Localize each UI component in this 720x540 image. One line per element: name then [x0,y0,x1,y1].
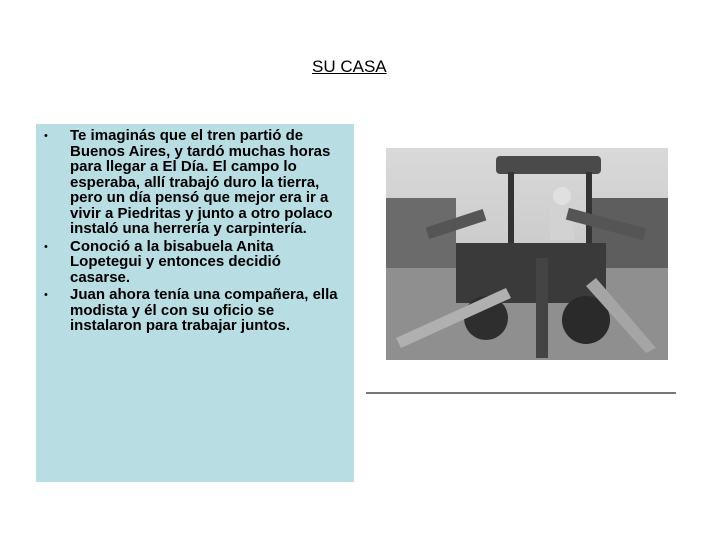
vintage-photo [386,148,668,360]
photo-canopy [496,156,601,174]
photo-underline [366,392,676,394]
bullet-item [36,239,354,286]
photo-frame [366,128,676,394]
slide-title: SU CASA [312,57,387,76]
bullet-text: Juan ahora tenía una compañera, ella modista y él con su oficio se instalaron para trabajar juntos. [70,286,338,334]
bullet-dot: • [44,289,48,301]
photo-person-head [553,187,571,205]
photo-machine-body [456,243,606,303]
text-panel [36,124,354,482]
bullet-text: Conoció a la bisabuela Anita Lopetegui y entonces decidió casarse. [70,237,281,286]
photo-canopy-post [508,172,514,252]
bullet-item [36,128,354,237]
bullet-dot: • [44,240,48,253]
bullet-item [36,287,354,334]
bullet-dot: • [44,130,48,142]
bullet-list [36,128,354,336]
photo-canopy-post [586,172,592,252]
bullet-text: Te imaginás que el tren partió de Buenos Aires, y tardó muchas horas para llegar a El Día. El campo lo esperaba, allí trabajó duro la tierra, pero un día pensó que mejor era ir a vivir a Piedritas y junto a otro polaco instaló una herrería y carpintería. [70,127,333,237]
photo-shaft [536,258,548,358]
